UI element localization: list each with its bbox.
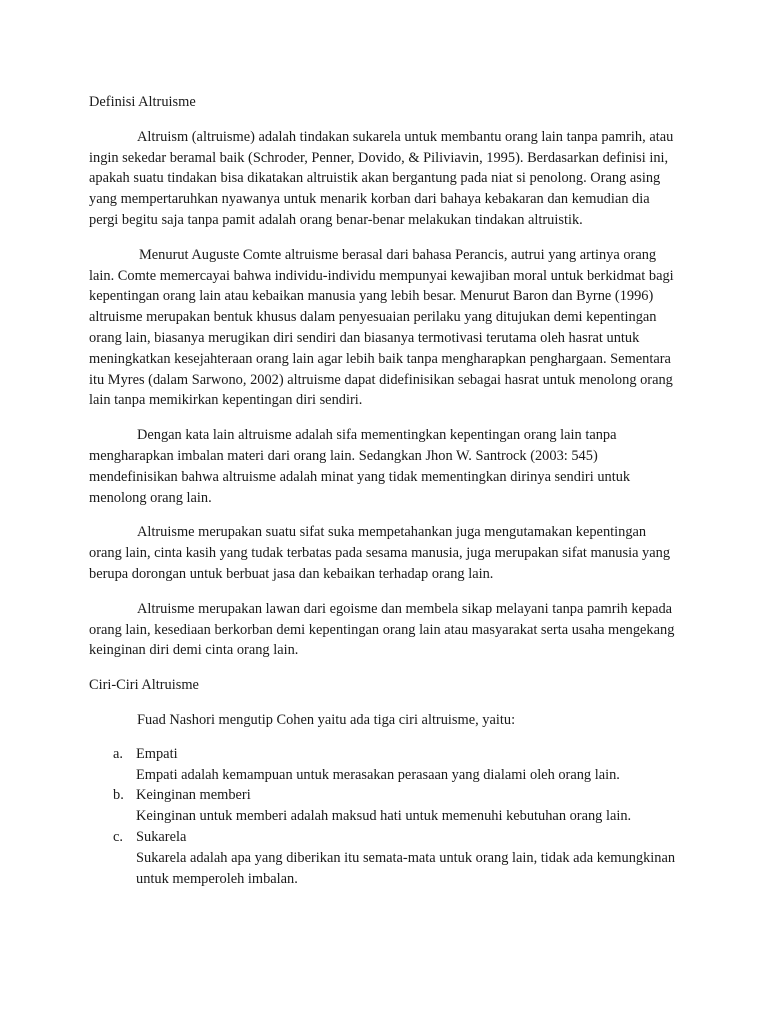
paragraph-4: Altruisme merupakan suatu sifat suka mempetahankan juga mengutamakan kepentingan orang lain, cinta kasih yang tudak terbatas pada sesama manusia, juga merupakan sifat manusia yang berupa dorongan untuk berbuat jasa dan kebaikan terhadap orang lain. bbox=[89, 524, 671, 582]
document-body bbox=[89, 92, 679, 889]
list-item bbox=[89, 744, 679, 786]
list-item-term: Sukarela bbox=[136, 828, 187, 845]
section-heading-definisi: Definisi Altruisme bbox=[89, 94, 196, 110]
paragraph-3: Dengan kata lain altruisme adalah sifa mementingkan kepentingan orang lain tanpa mengharapkan imbalan materi dari orang lain. Sedangkan Jhon W. Santrock (2003: 545) mendefinisikan bahwa altruisme adalah minat yang tidak mementingkan dirinya sendiri untuk menolong orang lain. bbox=[89, 427, 631, 506]
list-marker: c. bbox=[113, 828, 123, 845]
list-item bbox=[89, 785, 679, 827]
list-item-description: Empati adalah kemampuan untuk merasakan perasaan yang dialami oleh orang lain. bbox=[136, 766, 620, 783]
ciri-list bbox=[89, 744, 679, 890]
list-item-term: Keinginan memberi bbox=[136, 787, 251, 804]
list-item-term: Empati bbox=[136, 745, 178, 762]
list-intro: Fuad Nashori mengutip Cohen yaitu ada tiga ciri altruisme, yaitu: bbox=[137, 711, 516, 728]
paragraph-5: Altruisme merupakan lawan dari egoisme dan membela sikap melayani tanpa pamrih kepada orang lain, kesediaan berkorban demi kepentingan orang lain atau masyarakat serta usaha mengekang keinginan diri demi cinta orang lain. bbox=[89, 600, 675, 659]
paragraph-1: Altruism (altruisme) adalah tindakan sukarela untuk membantu orang lain tanpa pamrih, atau ingin sekedar beramal baik (Schroder, Penner, Dovido, & Piliviavin, 1995). Berdasarkan definisi ini, apakah suatu tindakan bisa dikatakan altruistik akan bergantung pada niat si penolong. Orang asing yang mempertaruhkan nyawanya untuk menarik korban dari bahaya kebakaran dan kemudian dia pergi begitu saja tanpa pamit adalah orang benar-benar melakukan tindakan altruistik. bbox=[89, 128, 674, 228]
list-item bbox=[89, 827, 679, 889]
section-heading-ciri: Ciri-Ciri Altruisme bbox=[89, 677, 199, 694]
paragraph-2: Menurut Auguste Comte altruisme berasal dari bahasa Perancis, autrui yang artinya orang lain. Comte memercayai bahwa individu-individu mempunyai kewajiban moral untuk berkidmat bagi kepentingan orang lain atau kebaikan manusia yang lebih besar. Menurut Baron dan Byrne (1996) altruisme merupakan bentuk khusus dalam penyesuaian perilaku yang ditujukan demi kepentingan orang lain, biasanya merugikan diri sendiri dan biasanya termotivasi terutama oleh hasrat untuk meningkatkan kesejahteraan orang lain agar lebih baik tanpa mengharapkan penghargaan. Sementara itu Myres (dalam Sarwono, 2002) altruisme dapat didefinisikan sebagai hasrat untuk menolong orang lain tanpa memikirkan kepentingan diri sendiri. bbox=[89, 246, 674, 409]
list-item-description: Keinginan untuk memberi adalah maksud hati untuk memenuhi kebutuhan orang lain. bbox=[136, 808, 632, 825]
list-item-description: Sukarela adalah apa yang diberikan itu semata-mata untuk orang lain, tidak ada kemungkinan untuk memperoleh imbalan. bbox=[136, 849, 676, 887]
list-marker: a. bbox=[113, 745, 123, 762]
list-marker: b. bbox=[113, 787, 124, 804]
